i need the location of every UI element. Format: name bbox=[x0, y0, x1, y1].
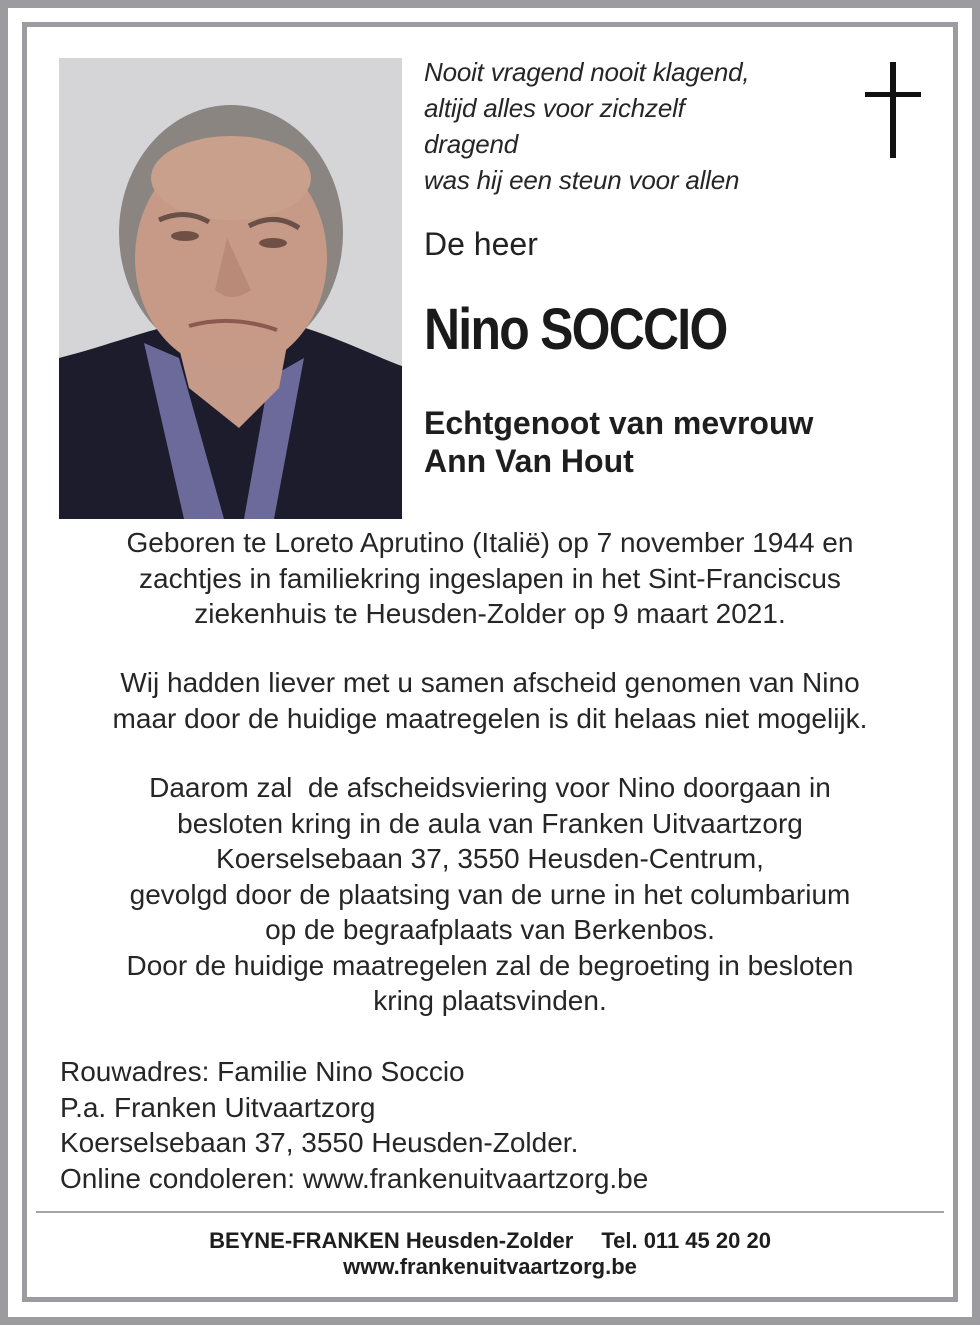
phone-number: Tel. 011 45 20 20 bbox=[601, 1228, 771, 1253]
address-line: P.a. Franken Uitvaartzorg bbox=[60, 1091, 376, 1123]
ceremony-paragraph bbox=[40, 770, 940, 1019]
poem-line: was hij een steun voor allen bbox=[424, 165, 740, 195]
portrait-illustration bbox=[59, 58, 402, 519]
paragraph-line: besloten kring in de aula van Franken Uitvaartzorg bbox=[177, 807, 803, 839]
mourning-address bbox=[60, 1054, 648, 1196]
condolence-link[interactable]: Online condoleren: www.frankenuitvaartzorg.be bbox=[60, 1162, 649, 1194]
website-link[interactable]: www.frankenuitvaartzorg.be bbox=[343, 1254, 637, 1279]
funeral-company: BEYNE-FRANKEN Heusden-Zolder bbox=[209, 1228, 574, 1253]
poem-line: dragend bbox=[424, 129, 519, 159]
footer-company-line bbox=[0, 1228, 980, 1254]
poem bbox=[424, 54, 844, 198]
paragraph-line: maar door de huidige maatregelen is dit helaas niet mogelijk. bbox=[112, 702, 868, 734]
footer-website[interactable] bbox=[0, 1254, 980, 1280]
portrait-photo bbox=[59, 58, 402, 519]
spouse-line: Echtgenoot van mevrouw bbox=[424, 405, 814, 441]
farewell-paragraph bbox=[40, 665, 940, 736]
paragraph-line: Door de huidige maatregelen zal de begroeting in besloten bbox=[126, 949, 854, 981]
paragraph-line: Koerselsebaan 37, 3550 Heusden-Centrum, bbox=[216, 843, 764, 874]
paragraph-line: Wij hadden liever met u samen afscheid genomen van Nino bbox=[120, 667, 860, 698]
paragraph-line: gevolgd door de plaatsing van de urne in het columbarium bbox=[129, 878, 851, 910]
paragraph-line: zachtjes in familiekring ingeslapen in het Sint-Franciscus bbox=[139, 562, 841, 594]
deceased-name: Nino SOCCIO bbox=[424, 297, 727, 362]
paragraph-line: Geboren te Loreto Aprutino (Italië) op 7 november 1944 en bbox=[126, 527, 854, 558]
poem-line: altijd alles voor zichzelf bbox=[424, 93, 685, 123]
paragraph-line: kring plaatsvinden. bbox=[373, 985, 607, 1016]
footer bbox=[0, 1228, 980, 1280]
address-line: Rouwadres: Familie Nino Soccio bbox=[60, 1056, 465, 1087]
paragraph-line: op de begraafplaats van Berkenbos. bbox=[265, 914, 715, 945]
salutation: De heer bbox=[424, 226, 538, 262]
paragraph-line: ziekenhuis te Heusden-Zolder op 9 maart 2021. bbox=[194, 598, 786, 629]
spouse-info bbox=[424, 404, 813, 480]
spouse-line: Ann Van Hout bbox=[424, 443, 634, 479]
birth-death-paragraph bbox=[40, 525, 940, 632]
separator-line bbox=[36, 1211, 944, 1213]
paragraph-line: Daarom zal de afscheidsviering voor Nino doorgaan in bbox=[149, 772, 831, 803]
cross-icon bbox=[865, 62, 921, 158]
address-line: Koerselsebaan 37, 3550 Heusden-Zolder. bbox=[60, 1127, 579, 1158]
poem-line: Nooit vragend nooit klagend, bbox=[424, 57, 750, 87]
